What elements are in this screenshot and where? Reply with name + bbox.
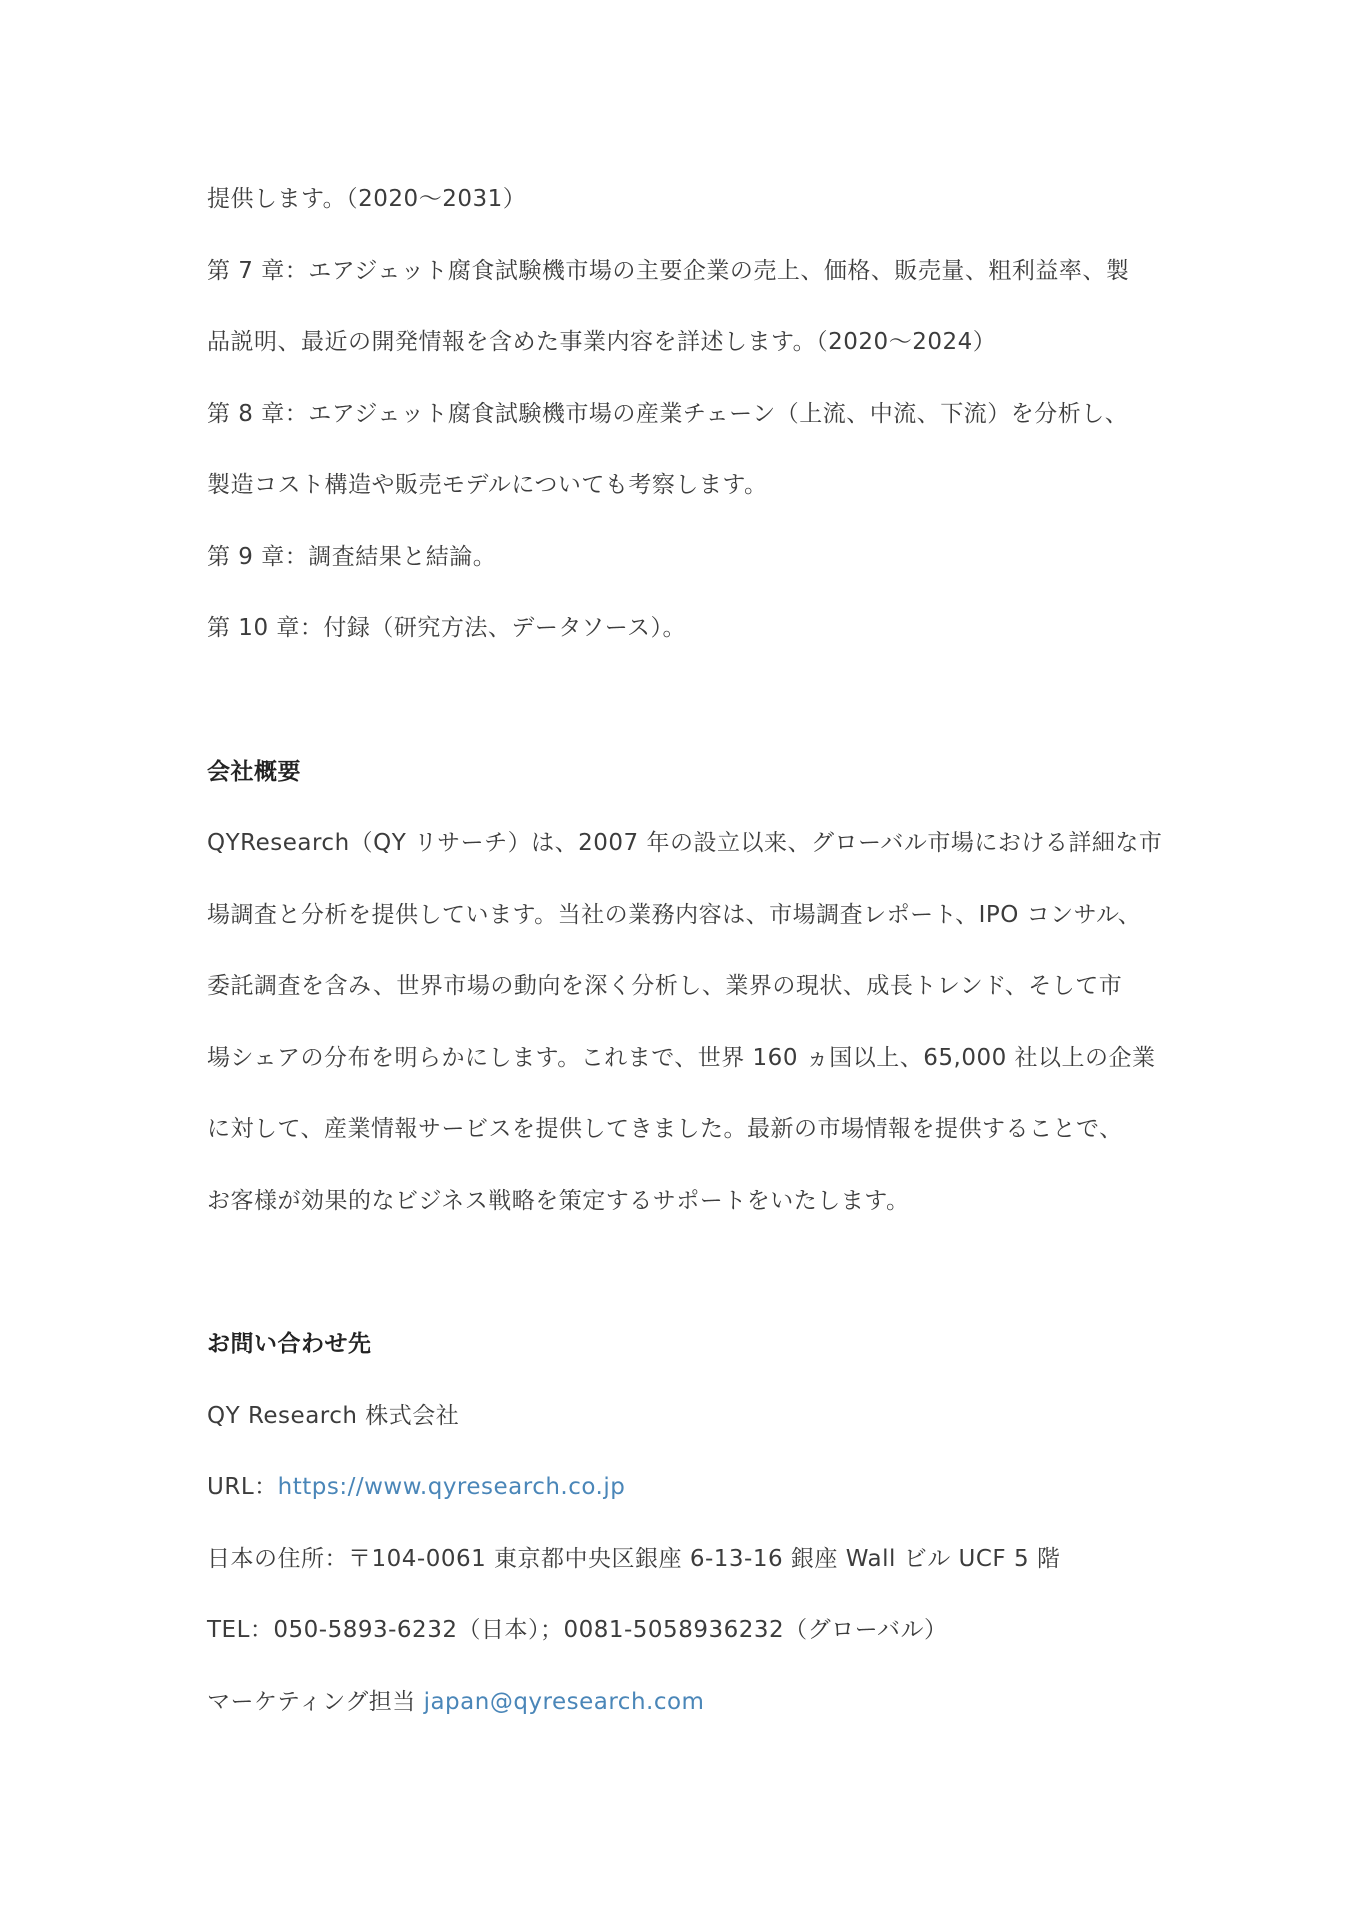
website-link[interactable]: https://www.qyresearch.co.jp — [277, 1474, 626, 1500]
contact-company-name: QY Research 株式会社 — [207, 1403, 460, 1429]
company-overview-line: に対して、産業情報サービスを提供してきました。最新の市場情報を提供することで、 — [207, 1116, 1123, 1142]
chapter-8-line-2: 製造コスト構造や販売モデルについても考察します。 — [207, 472, 768, 498]
chapter-9: 第 9 章：調査結果と結論。 — [207, 544, 497, 570]
chapter-8-line-1: 第 8 章：エアジェット腐食試験機市場の産業チェーン（上流、中流、下流）を分析し、 — [207, 401, 1129, 427]
company-overview-line: 場調査と分析を提供しています。当社の業務内容は、市場調査レポート、IPO コンサル、 — [207, 902, 1142, 928]
company-overview-heading: 会社概要 — [207, 759, 301, 785]
company-overview-line: 委託調査を含み、世界市場の動向を深く分析し、業界の現状、成長トレンド、そして市 — [207, 973, 1123, 999]
url-label: URL： — [207, 1474, 278, 1500]
contact-url-row — [207, 1471, 1167, 1503]
chapter-7-line-1: 第 7 章：エアジェット腐食試験機市場の主要企業の売上、価格、販売量、粗利益率、製 — [207, 258, 1130, 284]
contact-marketing-row — [207, 1686, 1167, 1718]
marketing-label: マーケティング担当 — [207, 1689, 424, 1715]
contact-heading: お問い合わせ先 — [207, 1331, 372, 1357]
contact-address: 日本の住所：〒104-0061 東京都中央区銀座 6-13-16 銀座 Wall ビル UCF 5 階 — [207, 1546, 1061, 1572]
contact-tel: TEL：050-5893-6232（日本）；0081-5058936232（グローバル） — [207, 1617, 948, 1643]
chapter-10: 第 10 章：付録（研究方法、データソース）。 — [207, 615, 687, 641]
company-overview-line: 場シェアの分布を明らかにします。これまで、世界 160 ヵ国以上、65,000 社以上の企業 — [207, 1045, 1156, 1071]
chapter-7-line-2: 品説明、最近の開発情報を含めた事業内容を詳述します。（2020～2024） — [207, 329, 997, 355]
chapter-6-continuation: 提供します。（2020～2031） — [207, 186, 527, 212]
email-link[interactable]: japan@qyresearch.com — [423, 1689, 705, 1715]
company-overview-line: お客様が効果的なビジネス戦略を策定するサポートをいたします。 — [207, 1188, 910, 1214]
company-overview-line: QYResearch（QY リサーチ）は、2007 年の設立以来、グローバル市場における詳細な市 — [207, 830, 1163, 856]
